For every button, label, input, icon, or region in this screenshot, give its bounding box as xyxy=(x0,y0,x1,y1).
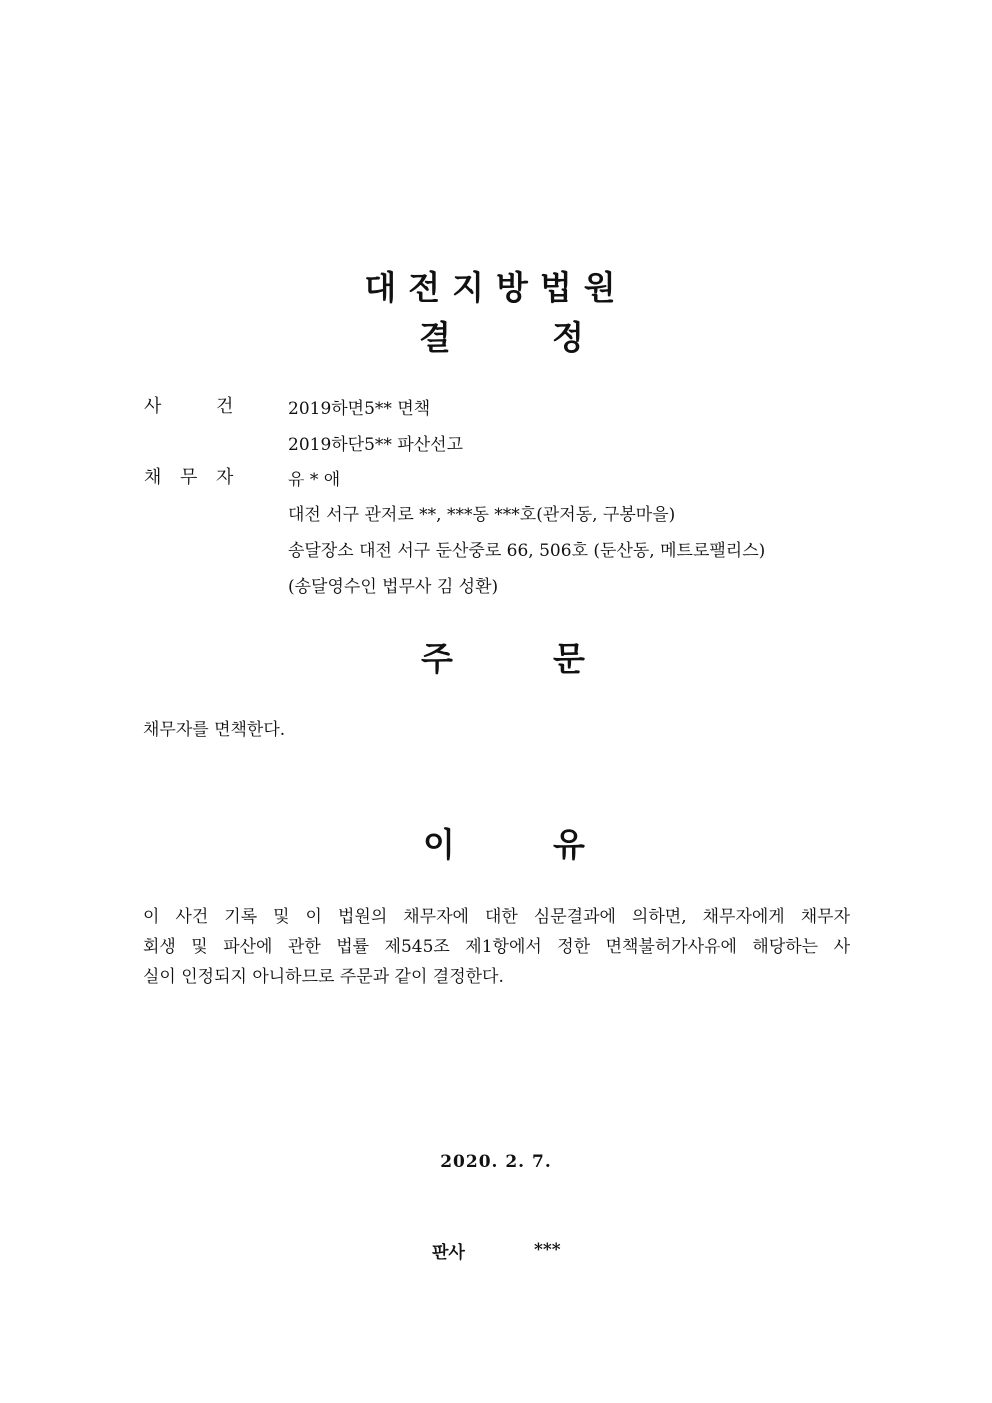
reason-heading-char-2: 유 xyxy=(553,825,585,864)
case-label-char-2: 건 xyxy=(216,396,234,417)
case-number-bankruptcy: 2019하단5** 파산선고 xyxy=(288,435,464,455)
reason-text-line: 회생 및 파산에 관한 법률 제545조 제1항에서 정한 면책불허가사유에 해당하는 사 xyxy=(143,937,850,957)
service-address: 송달장소 대전 서구 둔산중로 66, 506호 (둔산동, 메트로팰리스) xyxy=(288,541,766,561)
debtor-label-char-1: 채 xyxy=(144,467,162,488)
case-number-exemption: 2019하면5** 면책 xyxy=(288,399,431,419)
document-type-char-1: 결 xyxy=(419,318,451,357)
order-heading-char-1: 주 xyxy=(421,639,453,678)
order-text: 채무자를 면책한다. xyxy=(143,720,286,740)
case-label-char-1: 사 xyxy=(144,396,162,417)
debtor-label-char-3: 자 xyxy=(216,467,234,488)
order-heading-char-2: 문 xyxy=(553,639,585,678)
reason-text-line: 실이 인정되지 아니하므로 주문과 같이 결정한다. xyxy=(143,967,504,987)
court-name: 대전지방법원 xyxy=(364,268,628,307)
service-recipient: (송달영수인 법무사 김 성환) xyxy=(288,577,499,597)
decision-date: 2020. 2. 7. xyxy=(440,1152,552,1172)
debtor-name: 유 * 애 xyxy=(288,470,341,490)
reason-heading-char-1: 이 xyxy=(423,825,455,864)
judge-title: 판사 xyxy=(432,1243,465,1263)
reason-text-line: 이 사건 기록 및 이 법원의 채무자에 대한 심문결과에 의하면, 채무자에게 채무자 xyxy=(143,907,850,927)
debtor-label-char-2: 무 xyxy=(180,467,198,488)
judge-name: *** xyxy=(534,1240,561,1260)
document-type-char-2: 정 xyxy=(552,318,584,357)
debtor-address: 대전 서구 관저로 **, ***동 ***호(관저동, 구봉마을) xyxy=(288,505,676,525)
